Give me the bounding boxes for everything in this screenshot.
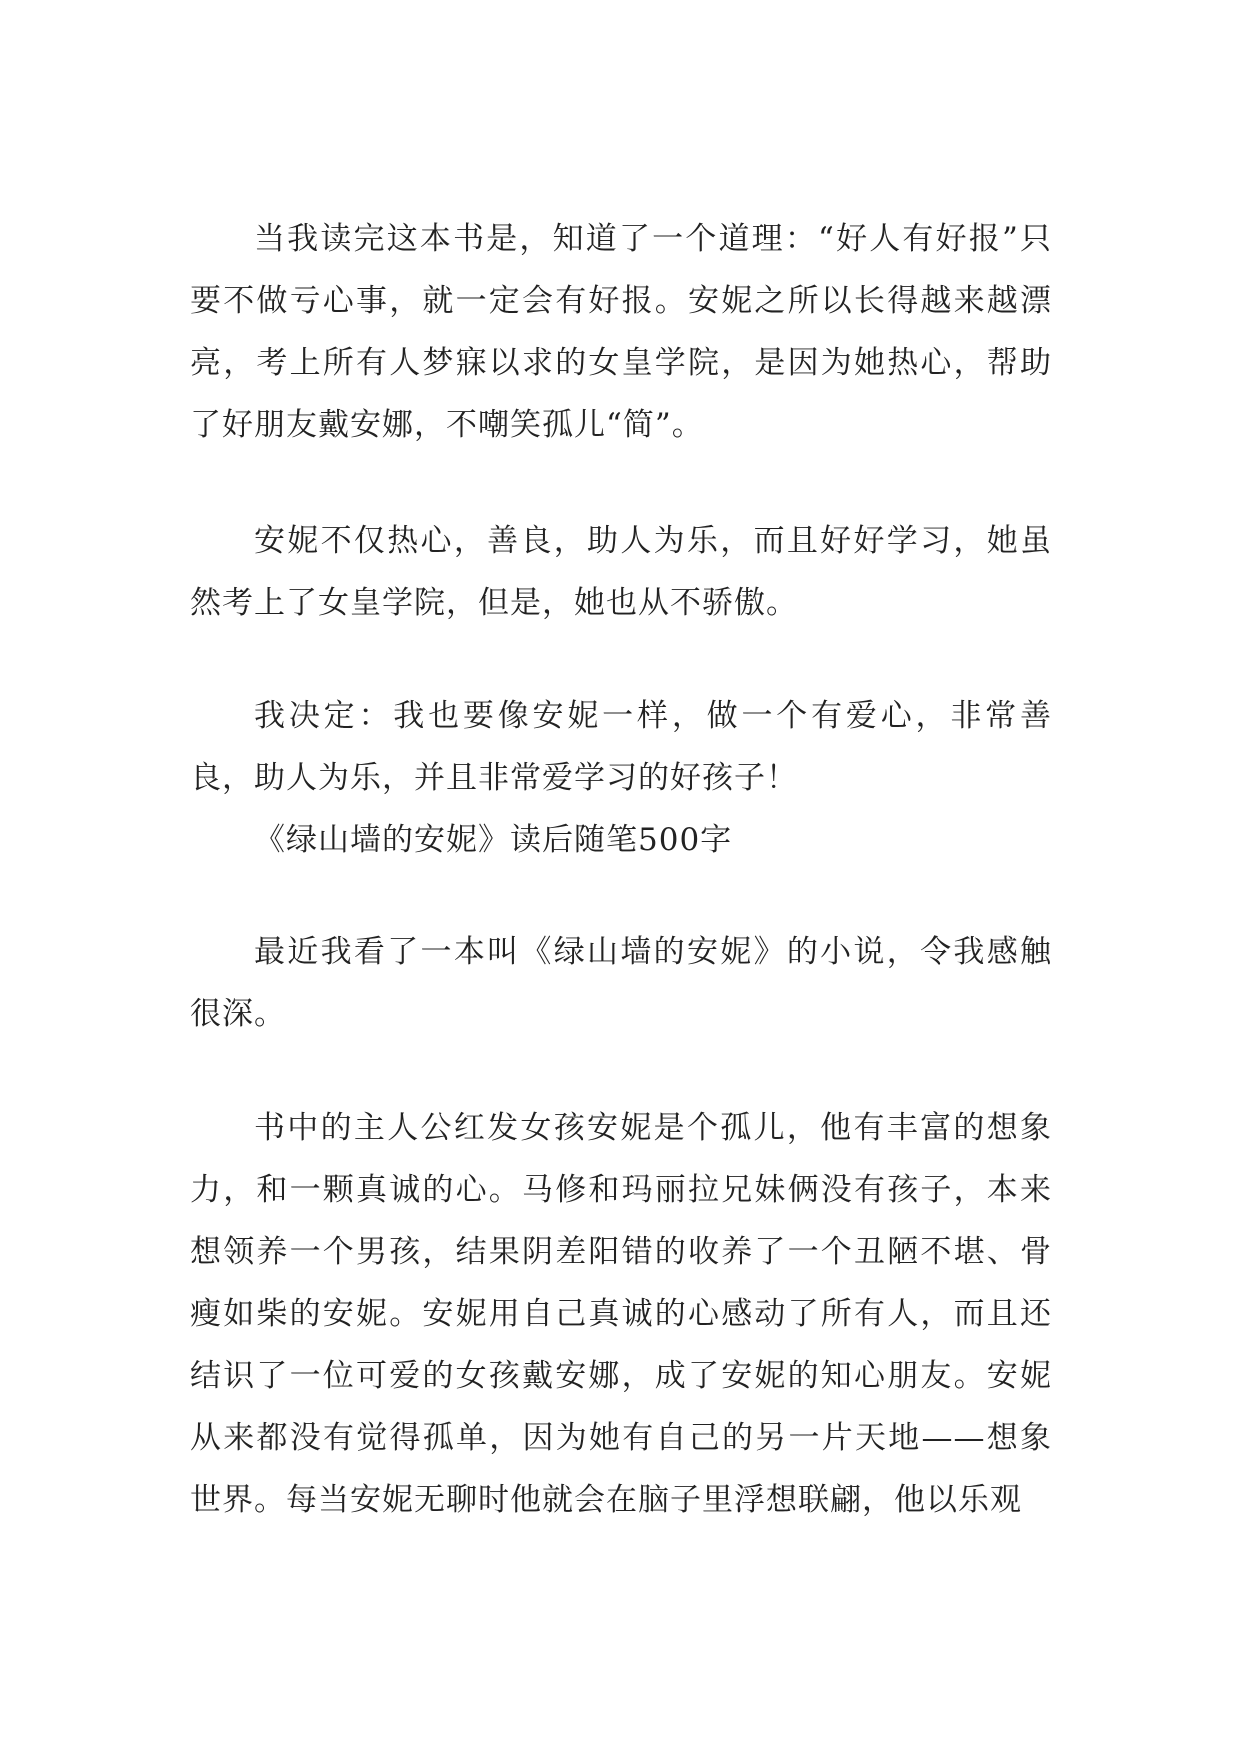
paragraph-resolution: 我决定：我也要像安妮一样，做一个有爱心，非常善良，助人为乐，并且非常爱学习的好孩子！ [190, 698, 1052, 796]
paragraph-good-deeds: 当我读完这本书是，知道了一个道理：“好人有好报”只要不做亏心事，就一定会有好报。安妮之所以长得越来越漂亮，考上所有人梦寐以求的女皇学院，是因为她热心，帮助了好朋友戴安娜，不嘲笑孤儿“简”。 [190, 221, 1052, 443]
paragraph-intro: 最近我看了一本叫《绿山墙的安妮》的小说，令我感触很深。 [190, 934, 1052, 1032]
paragraph-kindness: 安妮不仅热心，善良，助人为乐，而且好好学习，她虽然考上了女皇学院，但是，她也从不骄傲。 [190, 523, 1052, 621]
document-page [190, 208, 1052, 1531]
paragraph-story: 书中的主人公红发女孩安妮是个孤儿，他有丰富的想象力，和一颗真诚的心。马修和玛丽拉兄妹俩没有孩子，本来想领养一个男孩，结果阴差阳错的收养了一个丑陋不堪、骨瘦如柴的安妮。安妮用自己真诚的心感动了所有人，而且还结识了一位可爱的女孩戴安娜，成了安妮的知心朋友。安妮从来都没有觉得孤单，因为她有自己的另一片天地——想象世界。每当安妮无聊时他就会在脑子里浮想联翩，他以乐观 [190, 1110, 1052, 1518]
section-title: 《绿山墙的安妮》读后随笔500字 [254, 822, 733, 858]
